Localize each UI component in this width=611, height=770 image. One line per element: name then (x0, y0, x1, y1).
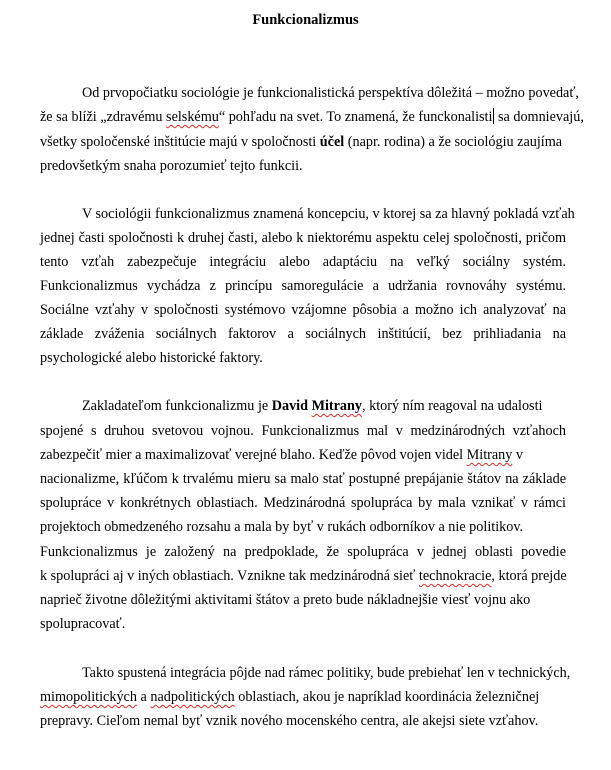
p1-line-4: predovšetkým snaha porozumieť tejto funkcii. (40, 158, 303, 174)
p2-line-4: Funkcionalizmus vychádza z princípu samoregulácie a udržania rovnováhy systému. (40, 278, 566, 294)
p3-line-4: nacionalizme, kľúčom k trvalému mieru sa malo stať postupné prepájanie štátov na základe (40, 471, 566, 487)
p3-line-8 (40, 567, 567, 585)
p4-line-2 (40, 688, 539, 706)
p4-line-3: prepravy. Cieľom nemal byť vznik nového mocenského centra, ale akejsi siete vzťahov. (40, 713, 539, 729)
p3-line-1-bold-david: David (271, 398, 312, 414)
p2-line-6: základe zváženia sociálnych faktorov a sociálnych inštitúcií, bez prihliadania na (40, 326, 566, 342)
p3-line-10: spolupracovať. (40, 616, 126, 632)
p3-line-1 (82, 397, 542, 415)
spelling-flag-technokracie: technokracie (418, 568, 492, 584)
spelling-flag-nadpolitickych: nadpolitických (150, 689, 235, 705)
p1-line-3-text-b: (napr. rodina) a že sociológiu zaujíma (344, 134, 563, 150)
p3-line-7: Funkcionalizmus je založený na predpoklade, že spolupráca v jednej oblasti povedie (40, 544, 566, 560)
p1-line-2-text-a: že sa blíži „zdravému (40, 109, 167, 125)
p2-line-2: jednej časti spoločnosti k druhej časti, alebo k niektorému aspektu celej spoločnosti, pričom (40, 230, 566, 246)
p4-line-1: Takto spustená integrácia pôjde nad rámec politiky, bude prebiehať len v technických, (82, 665, 571, 681)
p3-line-5: spolupráce v konkrétnych oblastiach. Medzinárodná spolupráca by mala vznikať v rámci (40, 495, 566, 511)
p3-line-3 (40, 446, 523, 464)
spelling-flag-mimopolitickych: mimopolitických (40, 689, 137, 705)
spelling-flag-mitrany-bold: Mitrany (311, 398, 362, 414)
p3-line-9: naprieč životne dôležitými aktivitami štátov a preto bude nákladnejšie viesť vojnu ako (40, 592, 531, 608)
p4-line-2-text-b: oblastiach, akou je napríklad koordinácia železničnej (234, 689, 540, 705)
p3-line-8-text-a: k spolupráci aj v iných oblastiach. Vznikne tak medzinárodná sieť (40, 568, 419, 584)
p3-line-6: projektoch obmedzeného rozsahu a mala by byť v rukách odborníkov a nie politikov. (40, 519, 524, 535)
p1-line-3-text-a: všetky spoločenské inštitúcie majú v spoločnosti (40, 134, 320, 150)
p1-line-3-bold-ucel: účel (319, 134, 345, 150)
document-title: Funkcionalizmus (252, 12, 359, 28)
p2-line-5: Sociálne vzťahy v spoločnosti systémovo vzájomne pôsobia a možno ich analyzovať na (40, 302, 566, 318)
p2-line-3: tento vzťah zabezpečuje integráciu alebo adaptáciu na veľký sociálny systém. (40, 254, 566, 270)
p1-line-2-text-b: “ pohľadu na svet. To znamená, že funckonalisti (218, 109, 493, 125)
p2-line-1: V sociológii funkcionalizmus znamená koncepciu, v ktorej sa za hlavný pokladá vzťah (82, 206, 575, 222)
p3-line-8-text-b: , ktorá prejde (491, 568, 567, 584)
spelling-flag-selskemu: selskému (166, 109, 219, 125)
p1-line-2-text-c: sa domnievajú, (494, 109, 584, 125)
p3-line-1-text-a: Zakladateľom funkcionalizmu je (82, 398, 272, 414)
p4-line-2-text-a: a (136, 689, 151, 705)
p1-line-2 (40, 108, 584, 126)
p1-line-1: Od prvopočiatku sociológie je funkcionalistická perspektíva dôležitá – možno povedať, (82, 85, 579, 101)
p3-line-2: spojené s druhou svetovou vojnou. Funkcionalizmus mal v medzinárodných vzťahoch (40, 423, 566, 439)
p2-line-7: psychologické alebo historické faktory. (40, 350, 263, 366)
p1-line-3 (40, 133, 562, 151)
p3-line-3-text-a: zabezpečiť mier a maximalizovať verejné blaho. Keďže pôvod vojen videl (40, 447, 467, 463)
p3-line-1-text-b: , ktorý ním reagoval na udalosti (362, 398, 543, 414)
p3-line-3-text-b: v (512, 447, 524, 463)
spelling-flag-mitrany: Mitrany (466, 447, 513, 463)
